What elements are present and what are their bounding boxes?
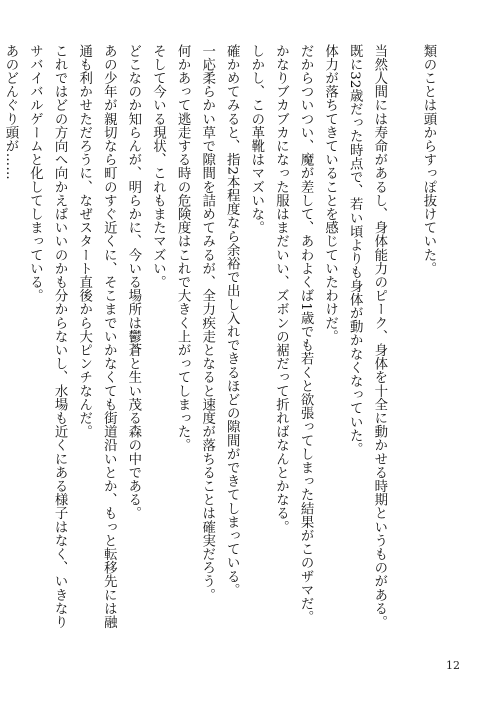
text-line: あの少年が親切なら町のすぐ近くに、そこまでいかなくても街道沿いとか、もっと転移先には融 — [101, 44, 117, 629]
text-line: しかし、この革靴はマズいな。 — [248, 44, 264, 235]
text-line: これではどの方向へ向かえばいいのかも分からないし、水場も近くにある様子はなく、いきなり — [52, 44, 68, 629]
text-line: 既に32歳だった時点で、若い頃よりも身体が動かなくなっていた。 — [347, 44, 363, 456]
text-line: 一応柔らかい草で隙間を詰めてみるが、全力疾走となると速度が落ちることは確実だろう。 — [199, 44, 215, 602]
text-line: 通も利かせただろうに、なぜスタート直後から大ピンチなんだ。 — [76, 44, 92, 439]
text-line: そして今いる現状、これもまたマズい。 — [150, 44, 166, 289]
text-line: あのどんぐり頭が…… — [2, 44, 18, 180]
text-line: どこなのか知らんが、明らかに、今いる場所は鬱蒼と生い茂る森の中である。 — [125, 44, 141, 520]
text-line: 何かあって逃走する時の危険度はこれで大きく上がってしまった。 — [175, 44, 191, 452]
text-line: 当然人間には寿命があるし、身体能力のピーク、身体を十全に動かせる時期というものがある。 — [371, 44, 387, 629]
text-line: サバイバルゲームと化してしまっている。 — [27, 44, 43, 303]
text-line: かなりブカブカになった服はまだいい、ズボンの裾だって折ればなんとかなる。 — [273, 44, 289, 534]
page-number: 12 — [446, 659, 460, 672]
vertical-text-body — [0, 44, 440, 644]
blank-line — [391, 44, 416, 644]
text-line: だからついつい、魔が差して、あわよくば1歳でも若くと欲張ってしまった結果がこのザマだ。 — [298, 44, 314, 624]
text-line: 体力が落ちてきていることを感じていたわけだ。 — [322, 44, 338, 344]
text-line: 類のことは頭からすっぽ抜けていた。 — [421, 44, 436, 276]
text-line: 確かめてみると、指2本程度なら余裕で出し入れできるほどの隙間ができてしまっている。 — [224, 44, 240, 597]
